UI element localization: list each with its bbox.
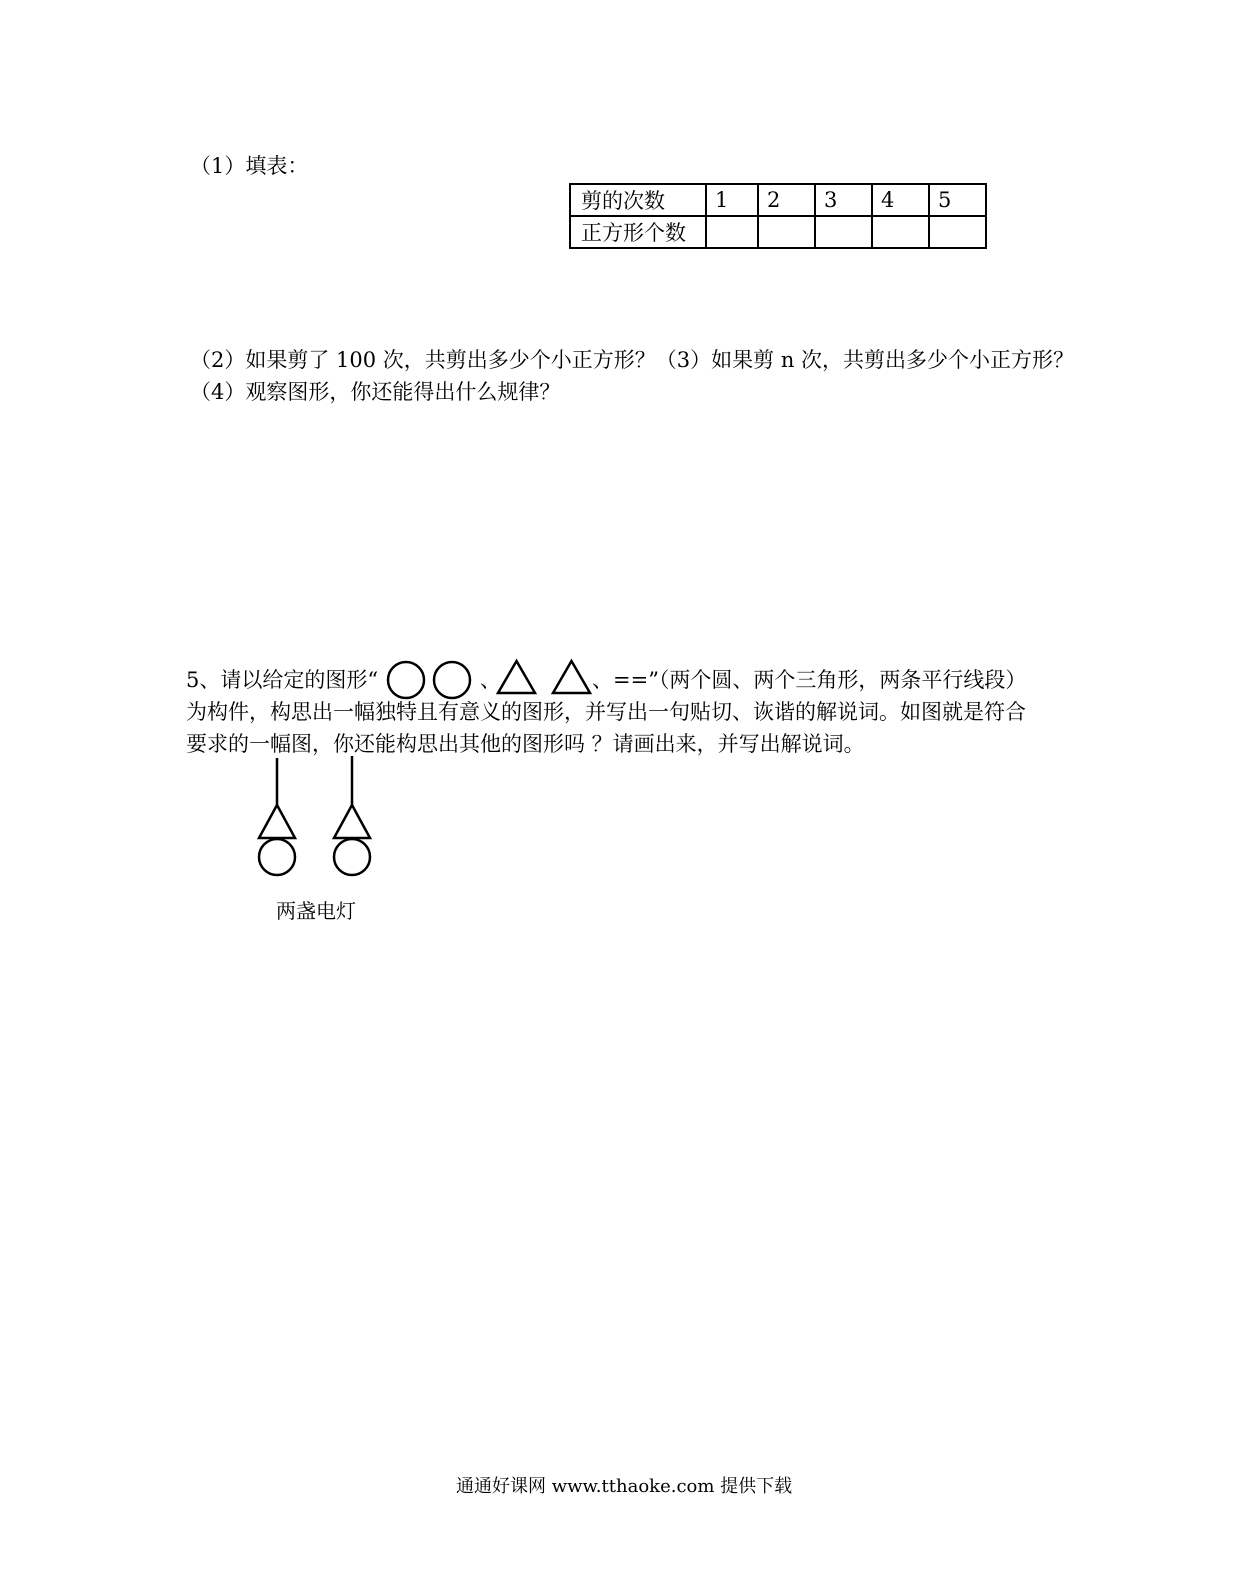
table-cell: 2 [758,184,815,216]
table-cell: 1 [706,184,758,216]
circle-shape [434,662,470,698]
circle-shape [388,662,424,698]
q4-text: （4）观察图形，你还能得出什么规律？ [190,380,561,404]
table-cell: 3 [815,184,872,216]
lamp-left [259,758,295,875]
triangle-shape [553,661,590,693]
lamp-right [334,756,370,875]
q5-sep1: 、 [480,668,501,692]
q5-line3: 要求的一幅图，你还能构思出其他的图形吗 ？请画出来，并写出解说词。 [186,732,865,756]
table-header-squares: 正方形个数 [570,216,706,248]
q5-sep2: 、==”（两个圆、两个三角形，两条平行线段） [592,668,1027,692]
figure-caption: 两盏电灯 [276,899,356,923]
q1-label: （1）填表： [190,154,309,178]
q2-q3-text: （2）如果剪了 100 次，共剪出多少个小正方形？（3）如果剪 n 次，共剪出多少个小正方形？ [190,348,1075,372]
page-footer: 通通好课网 www.tthaoke.com 提供下载 [456,1476,793,1497]
q5-line2: 为构件，构思出一幅独特且有意义的图形，并写出一句贴切、诙谐的解说词。如图就是符合 [186,700,1026,724]
table-cell: 5 [929,184,986,216]
table-cell: 4 [872,184,929,216]
q5-prefix: 5、请以给定的图形“ [186,668,379,692]
triangle-shape [498,661,535,693]
table-header-cuts: 剪的次数 [570,184,706,216]
